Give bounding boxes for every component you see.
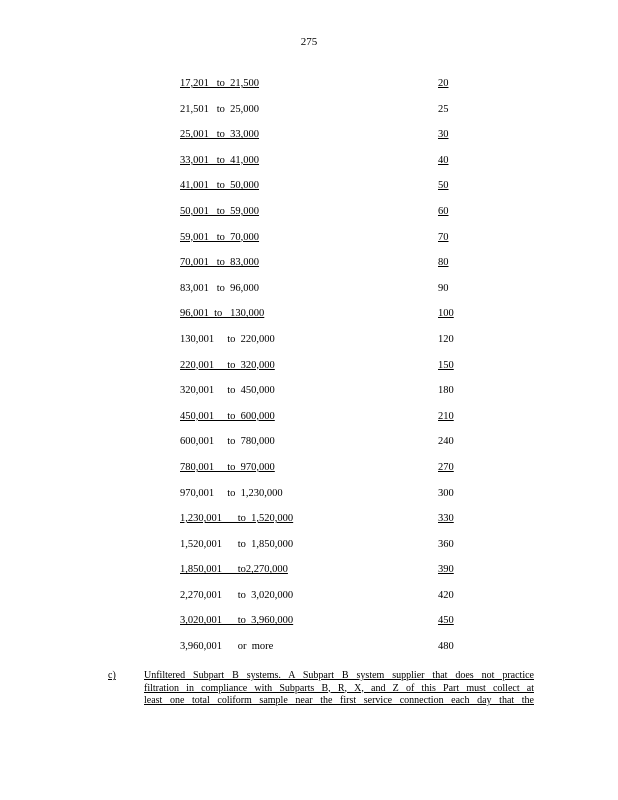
table-row xyxy=(0,231,618,257)
table-row xyxy=(0,435,618,461)
table-row xyxy=(0,333,618,359)
sample-count: 150 xyxy=(438,359,454,371)
sample-count: 210 xyxy=(438,410,454,422)
sample-count: 60 xyxy=(438,205,449,217)
table-row xyxy=(0,461,618,487)
sample-count: 420 xyxy=(438,589,454,601)
table-row xyxy=(0,410,618,436)
sample-count: 180 xyxy=(438,385,454,397)
sample-count: 50 xyxy=(438,180,449,192)
sample-count: 25 xyxy=(438,103,449,115)
paragraph-c xyxy=(108,670,534,708)
population-range: 970,001 to 1,230,000 xyxy=(180,487,283,499)
table-row xyxy=(0,256,618,282)
population-range: 17,201 to 21,500 xyxy=(180,78,260,89)
population-range: 21,501 to 25,000 xyxy=(180,103,260,115)
paragraph-label: c) xyxy=(108,670,116,681)
population-range: 450,001 to 600,000 xyxy=(180,410,275,422)
sample-count: 450 xyxy=(438,615,454,627)
population-range: 25,001 to 33,000 xyxy=(180,129,260,141)
sample-count: 70 xyxy=(438,231,449,243)
sample-count: 390 xyxy=(438,564,454,576)
table-row xyxy=(0,282,618,308)
table-row xyxy=(0,359,618,385)
population-range: 50,001 to 59,000 xyxy=(180,205,260,217)
paragraph-body xyxy=(144,670,534,708)
population-range: 1,230,001 to 1,520,000 xyxy=(180,513,294,525)
table-row xyxy=(0,384,618,410)
table-row xyxy=(0,512,618,538)
table-row xyxy=(0,154,618,180)
population-range: 2,270,001 to 3,020,000 xyxy=(180,589,294,601)
population-range: 1,850,001 to2,270,000 xyxy=(180,564,288,576)
table-row xyxy=(0,640,618,666)
table-row xyxy=(0,563,618,589)
table-row xyxy=(0,179,618,205)
table-row xyxy=(0,128,618,154)
population-range: 96,001 to 130,000 xyxy=(180,308,265,320)
population-sample-table xyxy=(0,77,618,666)
sample-count: 90 xyxy=(438,282,449,294)
population-range: 320,001 to 450,000 xyxy=(180,385,275,397)
page-number: 275 xyxy=(300,36,318,48)
paragraph-line: least one total coliform sample near the first service connection each day that the xyxy=(144,695,534,706)
sample-count: 80 xyxy=(438,257,449,269)
population-range: 780,001 to 970,000 xyxy=(180,461,275,473)
sample-count: 330 xyxy=(438,513,454,525)
population-range: 130,001 to 220,000 xyxy=(180,333,275,345)
population-range: 41,001 to 50,000 xyxy=(180,180,260,192)
sample-count: 240 xyxy=(438,436,454,448)
population-range: 600,001 to 780,000 xyxy=(180,436,275,448)
population-range: 33,001 to 41,000 xyxy=(180,154,260,166)
population-range: 59,001 to 70,000 xyxy=(180,231,260,243)
sample-count: 40 xyxy=(438,154,449,166)
population-range: 1,520,001 to 1,850,000 xyxy=(180,538,294,550)
table-row xyxy=(0,205,618,231)
table-row xyxy=(0,538,618,564)
population-range: 220,001 to 320,000 xyxy=(180,359,275,371)
table-row xyxy=(0,307,618,333)
population-range: 83,001 to 96,000 xyxy=(180,282,260,294)
paragraph-line: filtration in compliance with Subparts B, R, X, and Z of this Part must collect at xyxy=(144,682,534,694)
sample-count: 480 xyxy=(438,641,454,653)
sample-count: 270 xyxy=(438,461,454,473)
table-row xyxy=(0,77,618,103)
sample-count: 30 xyxy=(438,129,449,141)
table-row xyxy=(0,487,618,513)
table-row xyxy=(0,614,618,640)
paragraph-line: Unfiltered Subpart B systems. A Subpart B system supplier that does not practice xyxy=(144,670,534,681)
table-row xyxy=(0,103,618,129)
sample-count: 20 xyxy=(438,78,449,89)
sample-count: 120 xyxy=(438,333,454,345)
population-range: 3,960,001 or more xyxy=(180,641,274,653)
sample-count: 100 xyxy=(438,308,454,320)
table-row xyxy=(0,589,618,615)
population-range: 3,020,001 to 3,960,000 xyxy=(180,615,294,627)
sample-count: 300 xyxy=(438,487,454,499)
sample-count: 360 xyxy=(438,538,454,550)
population-range: 70,001 to 83,000 xyxy=(180,257,260,269)
